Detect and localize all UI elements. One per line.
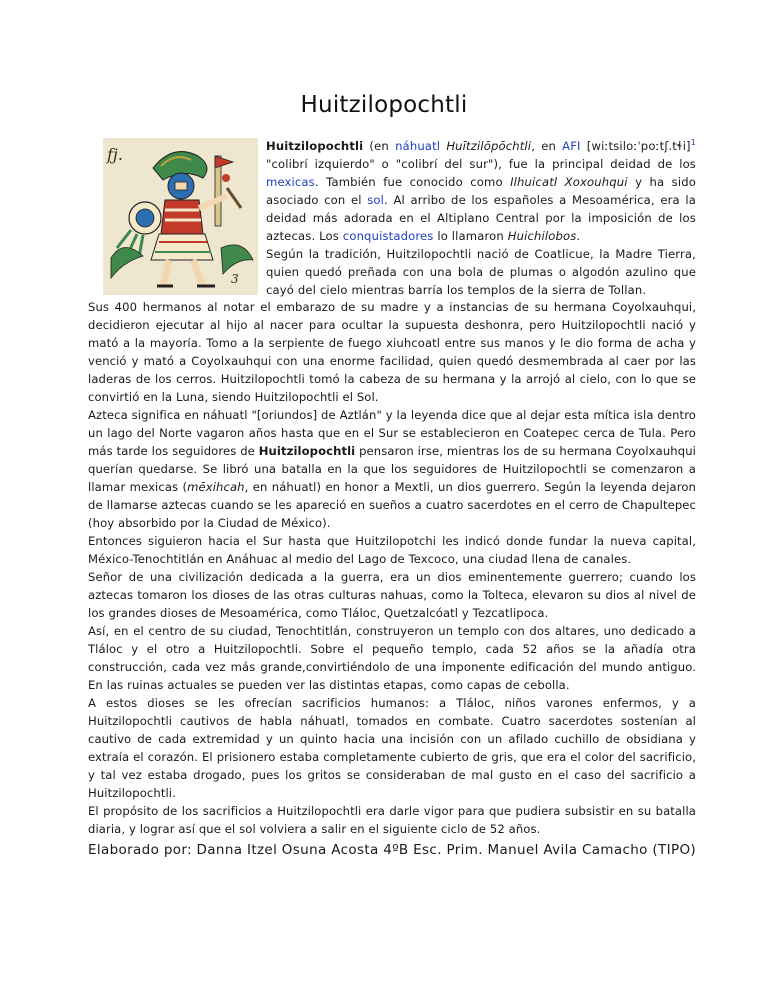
intro-text-run: "colibrí izquierdo" o "colibrí del sur"), fue la principal deidad de los xyxy=(266,157,696,171)
intro-paragraph-birth: Según la tradición, Huitzilopochtli nació de Coatlicue, la Madre Tierra, quien quedó preñada con una bola de plumas o algodón azulino que cayó del cielo mientras barría los templos de la sierra de Tollan. xyxy=(266,247,696,297)
link-conquistadores[interactable]: conquistadores xyxy=(342,229,434,243)
intro-text-run: lo llamaron xyxy=(433,229,508,243)
paragraph-purpose: El propósito de los sacrificios a Huitzilopochtli era darle vigor para que pudiera subsistir en su batalla diaria, y lograr así que el sol volviera a salir en el siguiente ciclo de 52 años. xyxy=(88,804,696,836)
intro-text-run: . También fue conocido como xyxy=(314,175,511,189)
footnote-ref[interactable]: 1 xyxy=(690,138,696,148)
nahuatl-name: Huītzilōpōchtli xyxy=(446,139,532,153)
intro-paragraph xyxy=(266,137,696,245)
subject-name: Huitzilopochtli xyxy=(266,139,364,153)
link-afi[interactable]: AFI xyxy=(562,139,581,153)
intro-text-run: y ha sido asociado con el xyxy=(266,175,696,207)
bold-name: Huitzilopochtli xyxy=(258,444,356,458)
link-nahuatl[interactable]: náhuatl xyxy=(395,139,441,153)
alias-huichilobos: Huichilobos xyxy=(507,229,577,243)
intro-text-run: . Al arribo de los españoles a Mesoamérica, era la deidad más adorada en el Altiplano Central por la imposición de los aztecas. Los xyxy=(266,193,696,243)
huitzilopochtli-codex-illustration xyxy=(103,138,258,295)
svg-text:3: 3 xyxy=(231,272,239,286)
intro-text-run: , en xyxy=(531,139,563,153)
paragraph-brothers: Sus 400 hermanos al notar el embarazo de su madre y a instancias de su hermana Coyolxauhqui, decidieron ejecutar al hijo al nacer para ocultar la supuesta deshonra, pero Huitzilopochtli nació y mató a la mayoría. Tomo a la serpiente de fuego xiuhcoatl entre sus manos y le dio forma de acha y venció y mató a Coyolxauhqui con una enorme facilidad, quien quedó desmembrada al caer por las laderas de los cerros. Huitzilopochtli tomó la cabeza de su hermana y la arrojó al cielo, con lo que se convirtió en la Luna, siendo Huitzilopochtli el Sol. xyxy=(88,300,696,404)
ipa-transcription: [wiːtsiloːˈpoːtʃ.tɬi] xyxy=(580,139,691,153)
paragraph-temple: Así, en el centro de su ciudad, Tenochtitlán, construyeron un templo con dos altares, uno dedicado a Tláloc y el otro a Huitzilopochtli. Sobre el pequeño templo, cada 52 años se la añadía otra construcción, cada vez más grande,convirtiéndolo de una imponente edificación del mundo antiguo. En las ruinas actuales se pueden ver las distintas etapas, como capas de cebolla. xyxy=(88,624,696,692)
author-signature: Elaborado por: Danna Itzel Osuna Acosta 4ºB Esc. Prim. Manuel Avila Camacho (TIPO) xyxy=(88,842,697,858)
paragraph-tenochtitlan: Entonces siguieron hacia el Sur hasta que Huitzilopotchi les indicó donde fundar la nueva capital, México-Tenochtitlán en Anáhuac al medio del Lago de Texcoco, una ciudad llena de canales. xyxy=(88,534,696,566)
text-run: pensaron irse, mientras los de su hermana Coyolxauhqui querían quedarse. Se libró una batalla en la que los seguidores de Huitzilopochtli se comenzaron a llamar mexicas ( xyxy=(88,444,696,494)
svg-text:fj.: fj. xyxy=(107,145,123,164)
text-run: Azteca significa en náhuatl "[oriundos] de Aztlán" y la leyenda dice que al dejar esta mítica isla dentro un lago del Norte vagaron años hasta que en el Sur se establecieron en Coatepec cerca de Tula. Pero más tarde los seguidores de xyxy=(88,408,696,458)
paragraph-aztlan xyxy=(88,406,696,532)
paragraph-sacrifices: A estos dioses se les ofrecían sacrificios humanos: a Tláloc, niños varones enfermos, y a Huitzilopochtli cautivos de habla náhuatl, tomados en combate. Cuatro sacerdotes sostenían al cautivo de cada extremidad y un quinto hacia una incisión con un afilado cuchillo de obsidiana y extraía el corazón. El prisionero estaba completamente cubierto de gris, que era el color del sacrificio, y tal vez estaba drogado, pues los gritos se consideraban de mal gusto en el caso del sacrificio a Huitzilopochtli. xyxy=(88,696,696,800)
intro-text-run: (en xyxy=(363,139,396,153)
link-sol[interactable]: sol xyxy=(367,193,385,207)
body-text xyxy=(88,298,696,838)
intro-text xyxy=(266,137,696,299)
italic-term: mēxihcah xyxy=(187,480,245,494)
text-run: , en náhuatl) en honor a Mextli, un dios guerrero. Según la leyenda dejaron de llamarse aztecas cuando se les apareció en sueños a cuatro sacerdotes en el cerro de Chapultepec (hoy absorbido por la Ciudad de México). xyxy=(88,480,696,530)
alias-name: Ilhuicatl Xoxouhqui xyxy=(510,175,628,189)
paragraph-war-god: Señor de una civilización dedicada a la guerra, era un dios eminentemente guerrero; cuando los aztecas tomaron los dioses de las otras culturas nahuas, como la Tolteca, elevaron su dios al nivel de los grandes dioses de Mesoamérica, como Tláloc, Quetzalcóatl y Tezcatlipoca. xyxy=(88,570,696,620)
intro-text-run: . xyxy=(576,229,581,243)
link-mexicas[interactable]: mexicas xyxy=(266,175,315,189)
page-title: Huitzilopochtli xyxy=(300,92,468,118)
